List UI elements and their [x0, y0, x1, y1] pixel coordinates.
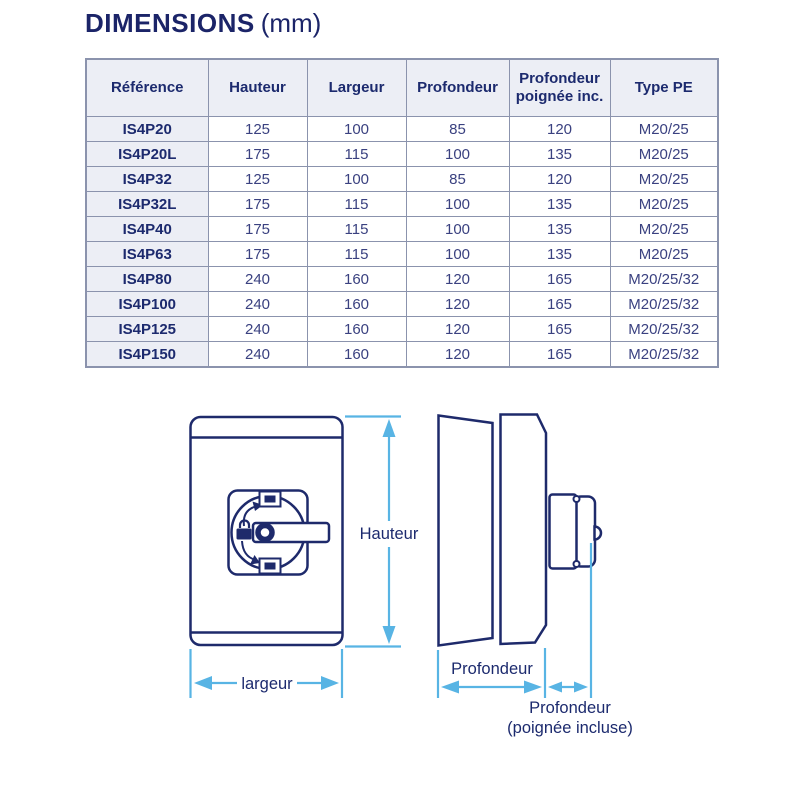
table-row — [86, 217, 718, 242]
value-cell: 100 — [406, 192, 509, 217]
table-row — [86, 192, 718, 217]
value-cell: 175 — [208, 242, 307, 267]
value-cell: M20/25/32 — [610, 317, 718, 342]
reference-cell: IS4P150 — [86, 342, 208, 368]
value-cell: 115 — [307, 142, 406, 167]
reference-cell: IS4P125 — [86, 317, 208, 342]
table-row — [86, 117, 718, 142]
value-cell: 100 — [307, 167, 406, 192]
value-cell: 160 — [307, 267, 406, 292]
value-cell: 120 — [406, 342, 509, 368]
value-cell: 175 — [208, 142, 307, 167]
header-hauteur: Hauteur — [208, 59, 307, 117]
value-cell: 135 — [509, 242, 610, 267]
value-cell: 120 — [406, 317, 509, 342]
value-cell: 240 — [208, 292, 307, 317]
value-cell: 115 — [307, 192, 406, 217]
value-cell: 165 — [509, 267, 610, 292]
value-cell: 160 — [307, 292, 406, 317]
header-largeur: Largeur — [307, 59, 406, 117]
table-header-row — [86, 59, 718, 117]
value-cell: M20/25/32 — [610, 267, 718, 292]
switch-position-indicator-bottom — [260, 559, 281, 574]
header-type-pe: Type PE — [610, 59, 718, 117]
value-cell: 160 — [307, 317, 406, 342]
value-cell: M20/25 — [610, 167, 718, 192]
page-title-unit: (mm) — [260, 8, 322, 38]
table-row — [86, 167, 718, 192]
profondeur-poignee-label-line1: Profondeur — [529, 699, 611, 717]
value-cell: M20/25/32 — [610, 342, 718, 368]
value-cell: 240 — [208, 342, 307, 368]
value-cell: 100 — [307, 117, 406, 142]
value-cell: M20/25 — [610, 192, 718, 217]
switch-position-indicator-top — [260, 492, 281, 507]
value-cell: 100 — [406, 217, 509, 242]
largeur-label: largeur — [241, 675, 293, 693]
value-cell: 115 — [307, 217, 406, 242]
value-cell: 135 — [509, 142, 610, 167]
profondeur-poignee-label-line2: (poignée incluse) — [507, 719, 633, 737]
reference-cell: IS4P32L — [86, 192, 208, 217]
reference-cell: IS4P20 — [86, 117, 208, 142]
technical-drawing — [0, 400, 800, 800]
value-cell: M20/25 — [610, 217, 718, 242]
value-cell: 120 — [509, 167, 610, 192]
header-reference: Référence — [86, 59, 208, 117]
table-row — [86, 242, 718, 267]
value-cell: 120 — [509, 117, 610, 142]
page-title-text: DIMENSIONS — [85, 8, 255, 38]
header-profondeur-poignee: Profondeur poignée inc. — [509, 59, 610, 117]
value-cell: 115 — [307, 242, 406, 267]
table-row — [86, 317, 718, 342]
value-cell: M20/25 — [610, 117, 718, 142]
reference-cell: IS4P80 — [86, 267, 208, 292]
reference-cell: IS4P32 — [86, 167, 208, 192]
value-cell: 135 — [509, 217, 610, 242]
value-cell: 85 — [406, 117, 509, 142]
dimension-table-body — [86, 117, 718, 368]
page-title — [85, 8, 321, 39]
value-cell: 175 — [208, 217, 307, 242]
profondeur-label: Profondeur — [451, 660, 533, 678]
enclosure-base-side — [439, 416, 493, 646]
reference-cell: IS4P63 — [86, 242, 208, 267]
value-cell: 165 — [509, 317, 610, 342]
reference-cell: IS4P40 — [86, 217, 208, 242]
value-cell: 120 — [406, 267, 509, 292]
value-cell: M20/25 — [610, 142, 718, 167]
table-row — [86, 267, 718, 292]
table-row — [86, 292, 718, 317]
value-cell: 85 — [406, 167, 509, 192]
front-view-drawing — [191, 417, 343, 645]
reference-cell: IS4P100 — [86, 292, 208, 317]
value-cell: 100 — [406, 242, 509, 267]
value-cell: 165 — [509, 292, 610, 317]
value-cell: 160 — [307, 342, 406, 368]
value-cell: 125 — [208, 117, 307, 142]
value-cell: 165 — [509, 342, 610, 368]
value-cell: 120 — [406, 292, 509, 317]
value-cell: 240 — [208, 317, 307, 342]
reference-cell: IS4P20L — [86, 142, 208, 167]
handle-nub — [595, 527, 602, 540]
table-row — [86, 342, 718, 368]
dimensions-table — [85, 58, 719, 368]
value-cell: 175 — [208, 192, 307, 217]
hauteur-label: Hauteur — [359, 525, 419, 543]
value-cell: 100 — [406, 142, 509, 167]
value-cell: M20/25 — [610, 242, 718, 267]
value-cell: M20/25/32 — [610, 292, 718, 317]
header-profondeur: Profondeur — [406, 59, 509, 117]
enclosure-body-side — [501, 415, 547, 645]
value-cell: 135 — [509, 192, 610, 217]
value-cell: 125 — [208, 167, 307, 192]
value-cell: 240 — [208, 267, 307, 292]
table-row — [86, 142, 718, 167]
handle-side-profile — [550, 495, 602, 569]
side-view-drawing — [439, 415, 602, 646]
